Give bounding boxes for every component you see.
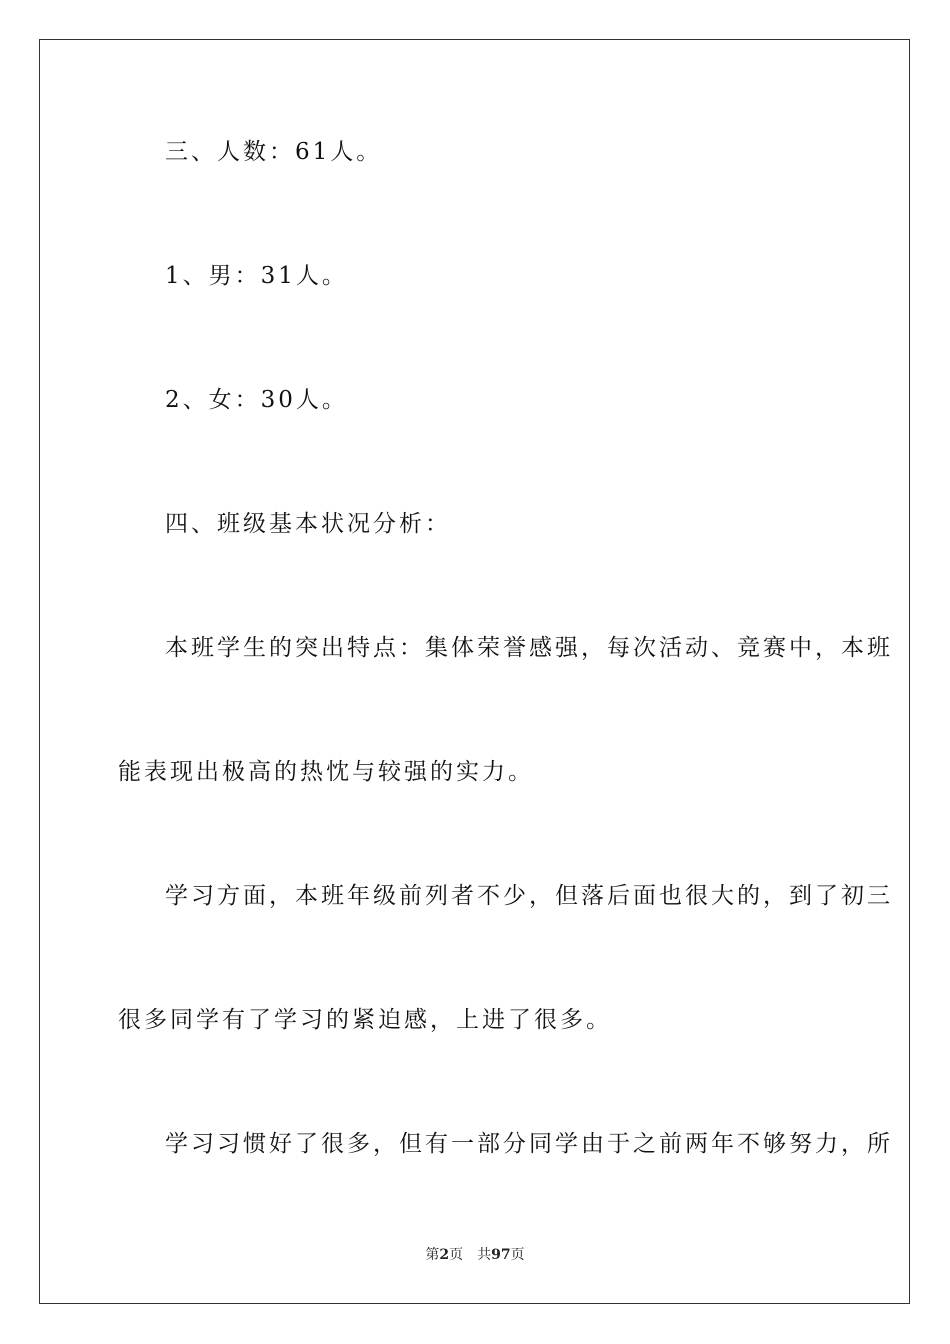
page-number: 2 [439, 1247, 450, 1263]
page-suffix: 页 [449, 1247, 464, 1263]
text-line: 2、女：30人。 [165, 387, 348, 413]
section-heading: 四、班级基本状况分析： [165, 511, 451, 537]
page-border [39, 39, 910, 1304]
paragraph-line: 学习方面，本班年级前列者不少，但落后面也很大的，到了初三 [165, 883, 893, 909]
total-suffix: 页 [510, 1247, 525, 1263]
paragraph-line: 本班学生的突出特点：集体荣誉感强，每次活动、竞赛中，本班 [165, 635, 893, 661]
page-footer [0, 1245, 950, 1265]
page-prefix: 第 [425, 1247, 440, 1263]
paragraph-line: 学习习惯好了很多，但有一部分同学由于之前两年不够努力，所 [165, 1131, 893, 1157]
text-line: 1、男：31人。 [165, 263, 348, 289]
total-pages: 97 [491, 1247, 511, 1263]
paragraph-line: 很多同学有了学习的紧迫感，上进了很多。 [118, 1007, 612, 1033]
paragraph-line: 能表现出极高的热忱与较强的实力。 [118, 759, 534, 785]
text-line: 三、人数：61人。 [165, 139, 383, 165]
total-prefix: 共 [477, 1247, 492, 1263]
